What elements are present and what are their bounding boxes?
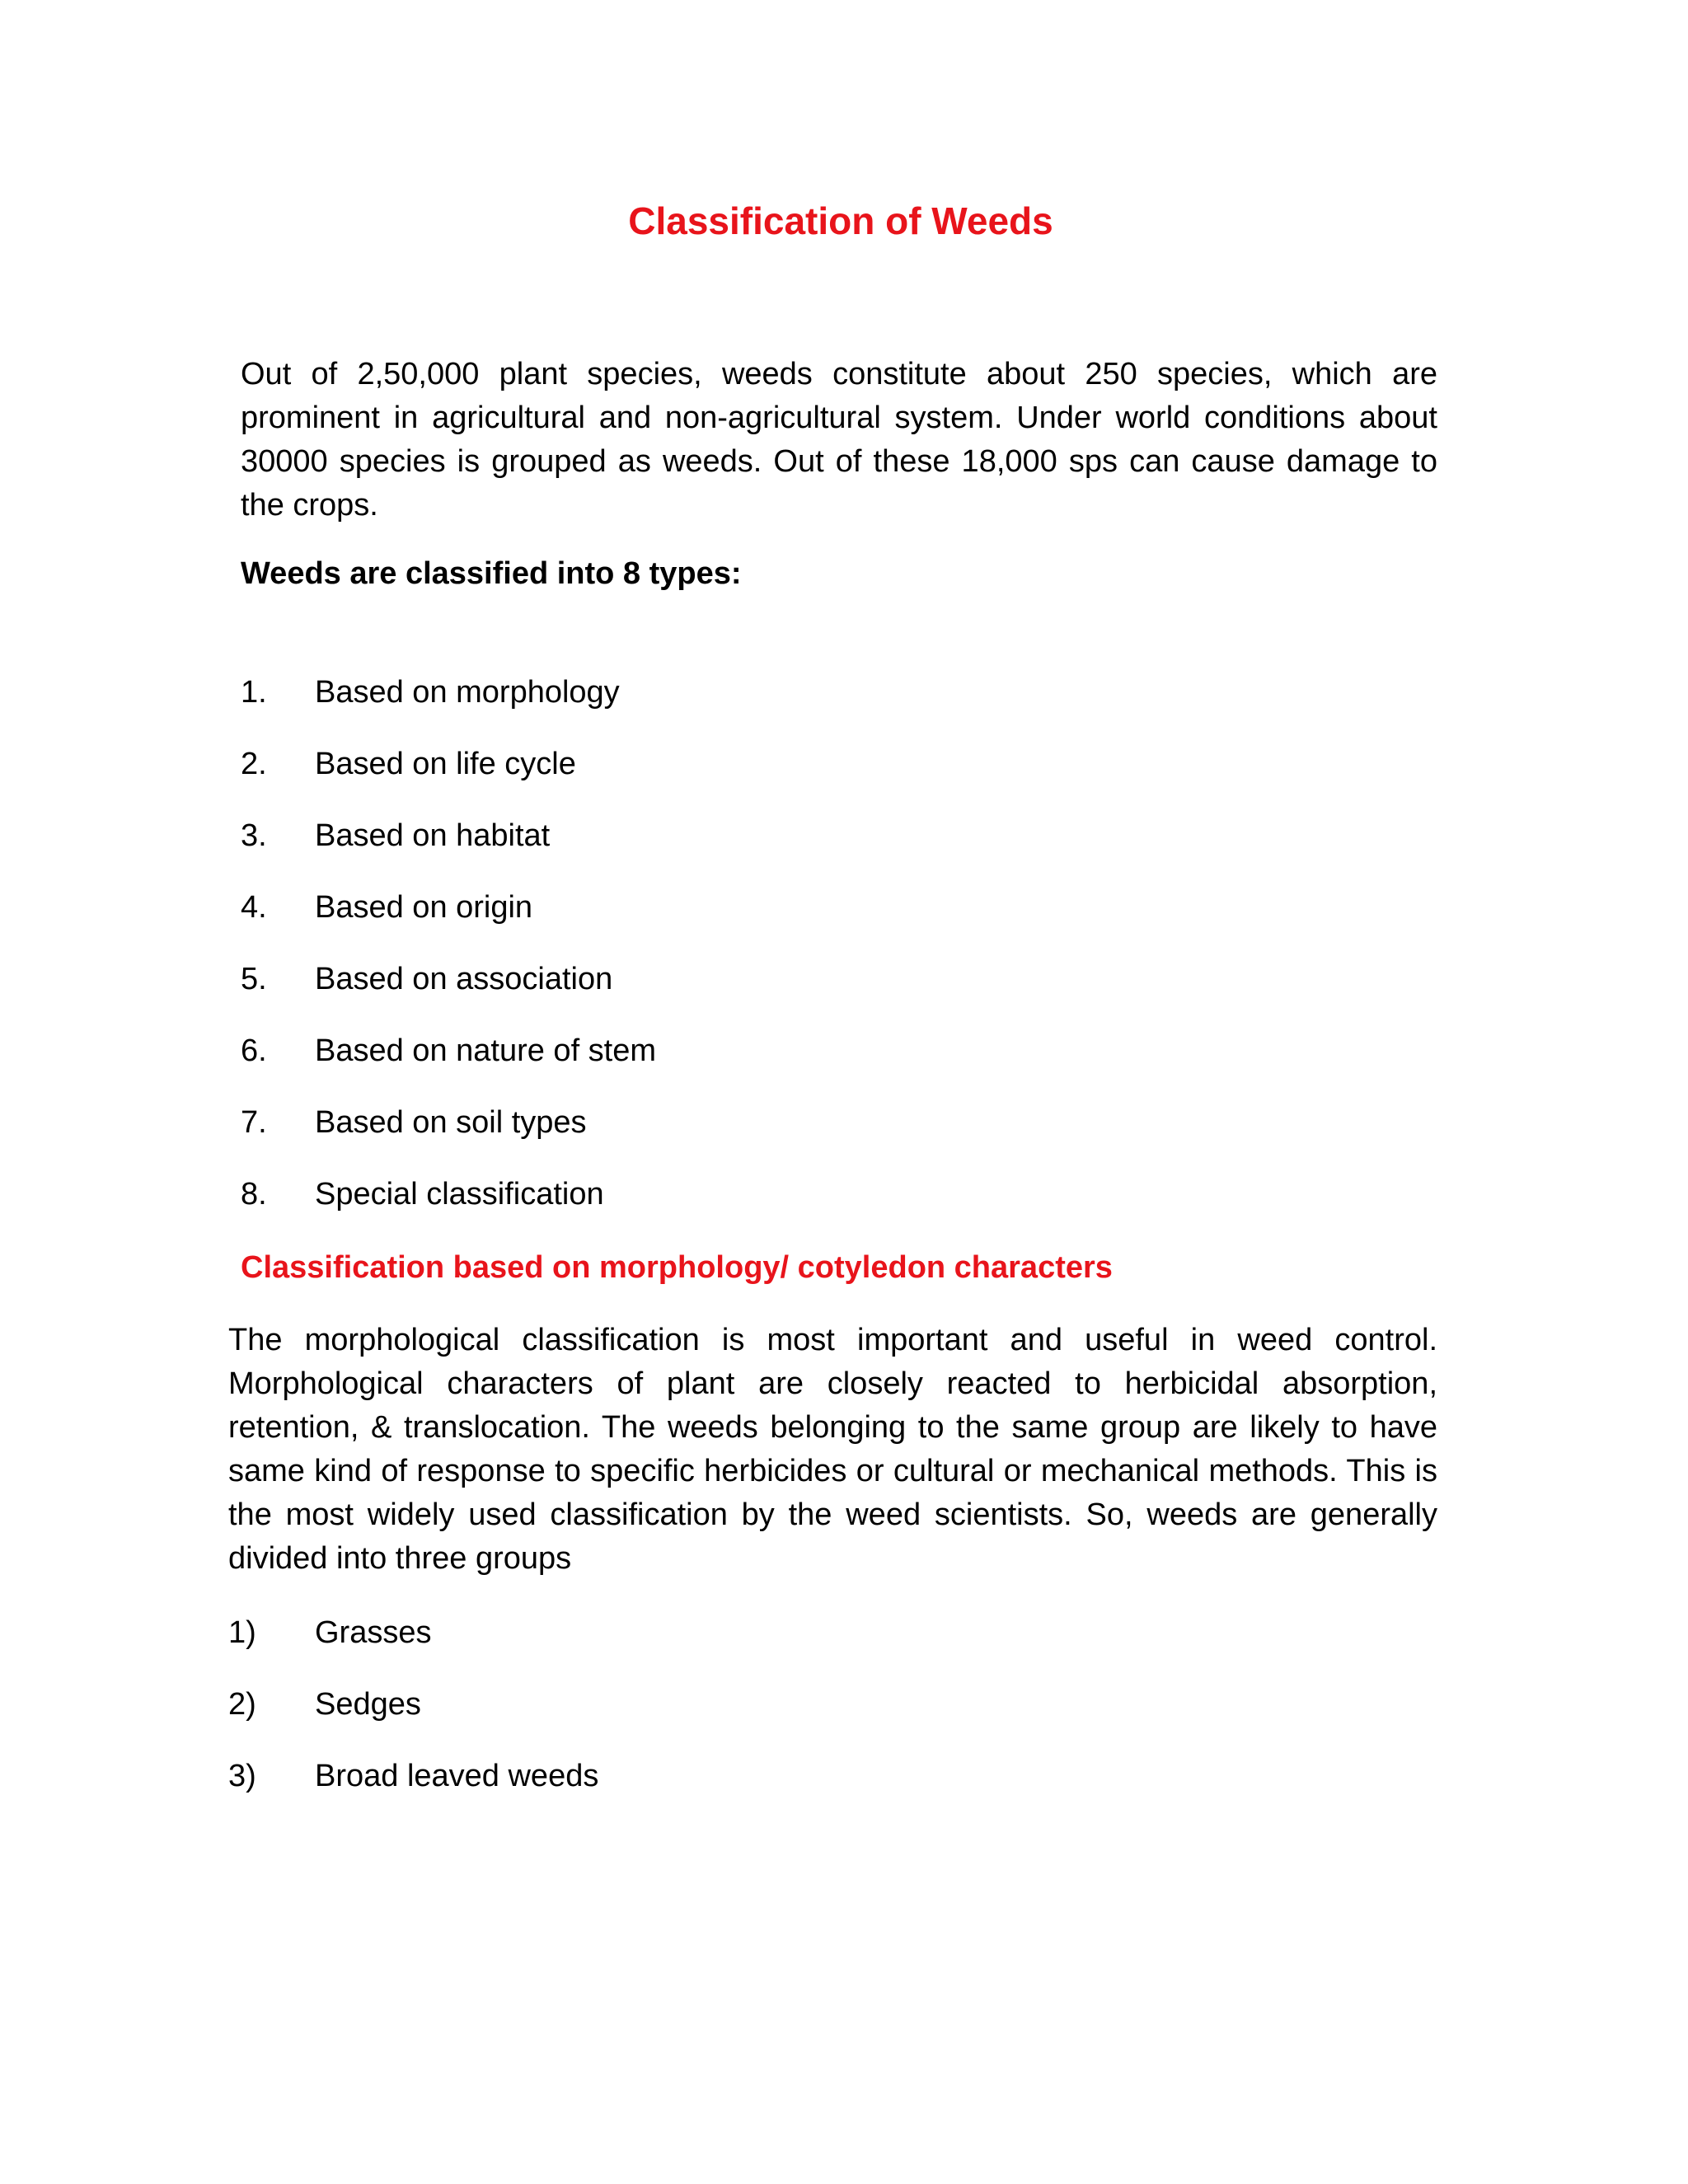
list-item-number: 5. [241,962,267,996]
list-item-number: 1. [241,675,267,710]
intro-paragraph: Out of 2,50,000 plant species, weeds constitute about 250 species, which are prominent in agricultural and non-agricultural system. Under world conditions about 30000 species is grouped as weeds. Out of these 18,000 sps can cause damage to the crops. [241,357,1437,523]
list-item-number: 7. [241,1105,267,1140]
list-item-number: 3) [228,1759,256,1793]
morphology-paragraph: The morphological classification is most important and useful in weed control. Morphological characters of plant are closely reacted to herbicidal absorption, retention, & translocation. The weeds belonging to the same group are likely to have same kind of response to specific herbicides or cultural or mechanical methods. This is the most widely used classification by the weed scientists. So, weeds are generally divided into three groups [228,1323,1437,1576]
list-item-number: 1) [228,1615,256,1650]
list-item-label: Grasses [315,1615,432,1650]
types-heading: Weeds are classified into 8 types: [241,556,742,591]
list-item-number: 3. [241,818,267,853]
list-item-label: Based on habitat [315,818,551,853]
list-item-label: Based on association [315,962,613,996]
list-item-label: Based on soil types [315,1105,587,1140]
list-item-label: Based on life cycle [315,747,576,781]
list-item-label: Based on nature of stem [315,1033,657,1068]
list-item-label: Based on origin [315,890,533,925]
list-item-number: 6. [241,1033,267,1068]
list-item-label: Sedges [315,1687,421,1722]
list-item-label: Broad leaved weeds [315,1759,599,1793]
list-item-number: 8. [241,1177,267,1212]
section-heading: Classification based on morphology/ cotyledon characters [241,1250,1113,1285]
page-title-wrapper [618,196,1063,246]
list-item-number: 2. [241,747,267,781]
list-item-number: 2) [228,1687,256,1722]
list-item-label: Based on morphology [315,675,620,710]
list-item-label: Special classification [315,1177,604,1212]
list-item-number: 4. [241,890,267,925]
page-title: Classification of Weeds [628,199,1053,242]
